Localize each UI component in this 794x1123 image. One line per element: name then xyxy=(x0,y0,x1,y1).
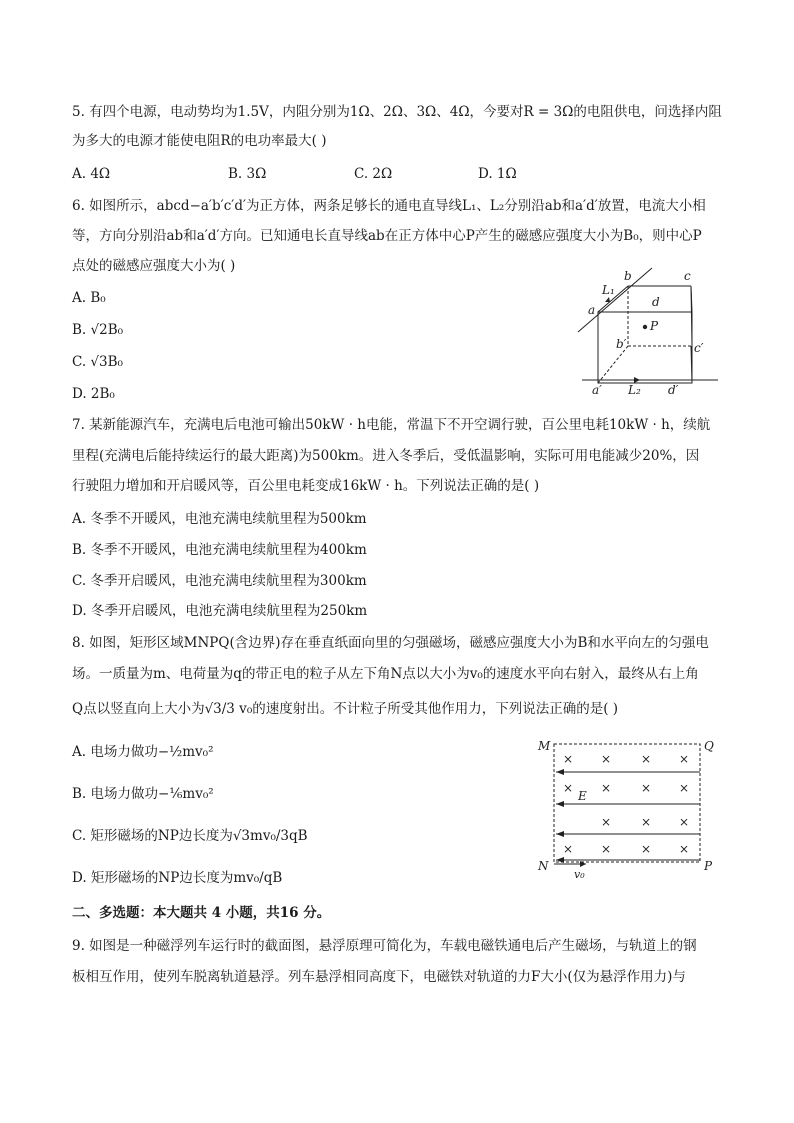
b-field-cross: × xyxy=(600,815,612,829)
cube-hidden-edge-b1a1 xyxy=(598,346,628,383)
cube-edge-cc1 xyxy=(691,286,692,346)
b-field-cross: × xyxy=(678,842,690,856)
q6-option-c: C. √3B₀ xyxy=(72,354,123,370)
b-field-cross: × xyxy=(678,781,690,795)
label-v0: v₀ xyxy=(574,868,585,881)
label-a: a xyxy=(588,303,596,317)
q7-line-2: 里程(充满电后能持续运行的最大距离)为500km。进入冬季后，受低温影响，实际可用电能减少20%，因 xyxy=(72,448,700,464)
q7-option-a: A. 冬季不开暖风，电池充满电续航里程为500km xyxy=(72,511,367,527)
q5-option-d: D. 1Ω xyxy=(478,166,517,182)
b-field-cross: × xyxy=(678,815,690,829)
b-field-cross: × xyxy=(640,842,652,856)
q6-option-a: A. B₀ xyxy=(72,290,106,306)
q9-line-2: 板相互作用，使列车脱离轨道悬浮。列车悬浮相同高度下，电磁铁对轨道的力F大小(仅为悬浮作用力)与 xyxy=(72,969,686,985)
q5-option-c: C. 2Ω xyxy=(354,166,393,182)
b-field-cross: × xyxy=(678,752,690,766)
label-q: Q xyxy=(704,739,714,753)
b-field-cross: × xyxy=(640,815,652,829)
b-field-cross: × xyxy=(562,781,574,795)
e-field-arrow-icon xyxy=(556,769,564,775)
q7-option-d: D. 冬季开启暖风，电池充满电续航里程为250km xyxy=(72,603,368,619)
q6-option-b: B. √2B₀ xyxy=(72,322,124,338)
label-a-prime: a′ xyxy=(592,383,602,396)
label-d: d xyxy=(652,295,660,309)
q7-line-3: 行驶阻力增加和开启暖风等，百公里电耗变成16kW · h。下列说法正确的是( ) xyxy=(72,478,540,494)
label-n: N xyxy=(538,859,549,873)
label-c: c xyxy=(684,269,691,283)
q8-line-1: 8. 如图，矩形区域MNPQ(含边界)存在垂直纸面向里的匀强磁场，磁感应强度大小为B和水平向左的匀强电 xyxy=(72,635,709,651)
q5-line-2: 为多大的电源才能使电阻R的电功率最大( ) xyxy=(72,133,327,149)
cube-front-face xyxy=(598,312,692,383)
label-b: b xyxy=(624,269,632,283)
b-field-cross: × xyxy=(600,752,612,766)
q5-line-1: 5. 有四个电源，电动势均为1.5V，内阻分别为1Ω、2Ω、3Ω、4Ω，今要对R = 3Ω的电阻供电，问选择内阻 xyxy=(72,104,722,120)
e-field-arrow-icon xyxy=(556,801,564,807)
q8-option-d: D. 矩形磁场的NP边长度为mv₀/qB xyxy=(72,870,283,886)
q7-option-b: B. 冬季不开暖风，电池充满电续航里程为400km xyxy=(72,542,367,558)
label-c-prime: c′ xyxy=(694,341,704,355)
label-p: P xyxy=(650,319,659,333)
q7-line-1: 7. 某新能源汽车，充满电后电池可输出50kW · h电能，常温下不开空调行驶，百公里电耗10kW · h，续航 xyxy=(72,417,711,433)
label-p: P xyxy=(704,859,713,873)
q8-line-3: Q点以竖直向上大小为√3/3 v₀的速度射出。不计粒子所受其他作用力，下列说法正确的是( ) xyxy=(72,701,619,717)
q6-line-2: 等，方向分别沿ab和a′d′方向。已知通电长直导线ab在正方体中心P产生的磁感应强度大小为B₀，则中心P xyxy=(72,228,702,244)
label-d-prime: d′ xyxy=(668,383,679,396)
b-field-cross: × xyxy=(640,781,652,795)
l1-arrow-icon xyxy=(605,297,610,302)
b-field-cross: × xyxy=(562,842,574,856)
wire-l1 xyxy=(578,268,652,332)
q5-option-a: A. 4Ω xyxy=(72,166,111,182)
q6-line-3: 点处的磁感应强度大小为( ) xyxy=(72,258,236,274)
q7-option-c: C. 冬季开启暖风，电池充满电续航里程为300km xyxy=(72,573,367,589)
b-field-cross: × xyxy=(600,842,612,856)
q5-option-b: B. 3Ω xyxy=(228,166,267,182)
section-2-heading: 二、多选题：本大题共 4 小题，共16 分。 xyxy=(72,905,331,921)
q6-line-1: 6. 如图所示，abcd−a′b′c′d′为正方体，两条足够长的通电直导线L₁、L₂分别沿ab和a′d′放置，电流大小相 xyxy=(72,198,706,214)
label-m: M xyxy=(538,739,551,753)
b-field-cross: × xyxy=(562,752,574,766)
q8-option-b: B. 电场力做功−⅙mv₀² xyxy=(72,786,214,802)
b-field-cross: × xyxy=(600,781,612,795)
q8-line-2: 场。一质量为m、电荷量为q的带正电的粒子从左下角N点以大小为v₀的速度水平向右射入，最终从右上角 xyxy=(72,666,699,682)
q9-line-1: 9. 如图是一种磁浮列车运行时的截面图，悬浮原理可简化为，车载电磁铁通电后产生磁场，与轨道上的钢 xyxy=(72,938,697,954)
label-e: E xyxy=(578,789,587,803)
center-point-p xyxy=(643,325,647,329)
label-l1: L₁ xyxy=(602,283,615,297)
label-l2: L₂ xyxy=(628,383,641,396)
cube-figure xyxy=(570,262,720,396)
e-field-arrow-icon xyxy=(556,831,564,837)
b-field-cross: × xyxy=(640,752,652,766)
q8-option-a: A. 电场力做功−½mv₀² xyxy=(72,744,214,760)
q8-option-c: C. 矩形磁场的NP边长度为√3mv₀/3qB xyxy=(72,828,308,844)
field-figure xyxy=(534,736,724,884)
q6-option-d: D. 2B₀ xyxy=(72,386,115,402)
label-b-prime: b′ xyxy=(616,337,627,351)
